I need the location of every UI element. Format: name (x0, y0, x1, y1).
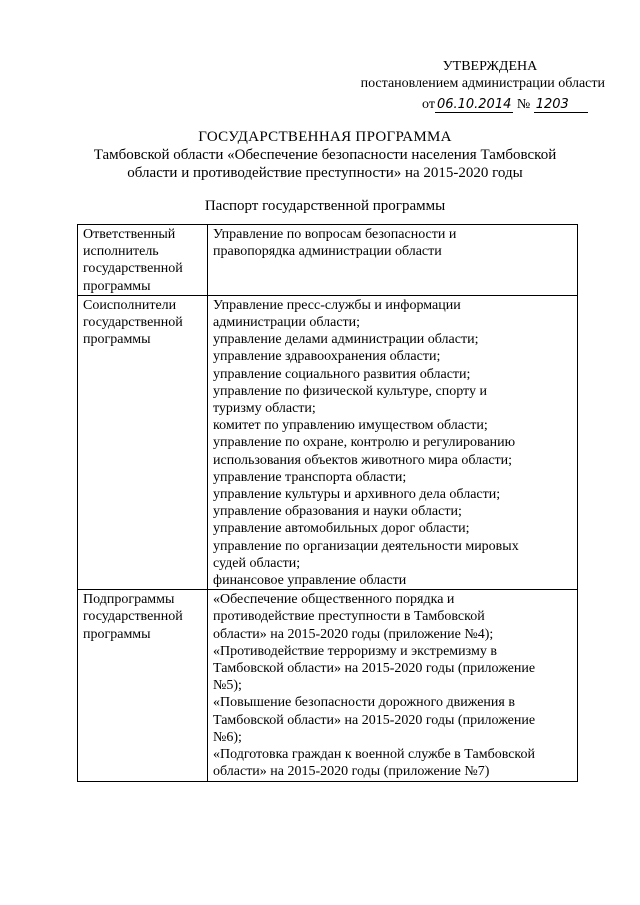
row-content-line: Управление пресс-службы и информации (213, 297, 461, 313)
row-label-cell (78, 295, 208, 589)
handwritten-number: 1203 (534, 97, 588, 113)
row-label-line: Соисполнители (83, 297, 177, 313)
row-content-line: управление по охране, контролю и регулированию (213, 435, 516, 451)
row-label-cell (78, 225, 208, 296)
row-label-line: Ответственный (83, 227, 176, 242)
row-content-line: области» на 2015-2020 годы (приложение №7) (213, 764, 490, 780)
table-row (78, 295, 578, 589)
row-content-cell (208, 590, 578, 781)
row-content-line: «Обеспечение общественного порядка и (213, 592, 455, 608)
row-content-line: управление образования и науки области; (213, 504, 462, 520)
program-subtitle-line-2: области и противодействие преступности» на 2015-2020 годы (127, 165, 523, 181)
row-label-cell (78, 590, 208, 781)
table-row (78, 225, 578, 296)
table-row (78, 590, 578, 781)
row-content-line: управление транспорта области; (213, 469, 407, 485)
row-content-line: Управление по вопросам безопасности и (213, 227, 457, 242)
row-content-line: управление делами администрации области; (213, 332, 479, 348)
row-label-line: программы (83, 332, 151, 348)
row-content-line: финансовое управление области (213, 573, 407, 589)
row-content-line: управление по организации деятельности мировых (213, 538, 519, 554)
row-content-line: администрации области; (213, 315, 361, 331)
row-content-line: №6); (213, 729, 242, 745)
row-label-line: исполнитель (83, 244, 159, 260)
approval-date-number (422, 96, 602, 113)
row-content-cell (208, 295, 578, 589)
approval-subtitle: постановлением администрации области (360, 76, 605, 91)
row-content-line: управление культуры и архивного дела области; (213, 487, 501, 503)
handwritten-date: 06.10.2014 (436, 97, 512, 112)
row-label-line: государственной (83, 609, 183, 625)
row-content-line: «Противодействие терроризму и экстремизму в (213, 643, 497, 659)
approval-block (335, 58, 605, 92)
row-content-line: комитет по управлению имуществом области; (213, 418, 488, 434)
row-content-line: противодействие преступности в Тамбовской (213, 609, 485, 625)
row-content-line: правопорядка администрации области (213, 244, 442, 260)
row-content-line: области» на 2015-2020 годы (приложение №4); (213, 626, 494, 642)
date-prefix: от (422, 97, 435, 112)
document-heading (90, 128, 560, 182)
program-subtitle-line-1: Тамбовской области «Обеспечение безопасности населения Тамбовской (93, 147, 557, 163)
row-content-cell (208, 225, 578, 296)
row-label-line: программы (83, 626, 151, 642)
number-prefix: № (516, 97, 531, 112)
row-label-line: Подпрограммы (83, 592, 175, 608)
row-content-line: использования объектов животного мира области; (213, 452, 513, 468)
row-content-line: управление по физической культуре, спорту и (213, 383, 487, 399)
passport-table (77, 224, 578, 782)
passport-title: Паспорт государственной программы (204, 198, 446, 214)
row-label-line: программы (83, 278, 151, 294)
row-content-line: судей области; (213, 555, 301, 571)
row-content-line: Тамбовской области» на 2015-2020 годы (приложение (213, 661, 536, 677)
row-label-line: государственной (83, 261, 183, 277)
program-title: ГОСУДАРСТВЕННАЯ ПРОГРАММА (198, 129, 452, 145)
row-content-line: «Повышение безопасности дорожного движения в (213, 695, 515, 711)
row-content-line: управление здравоохранения области; (213, 349, 441, 365)
row-label-line: государственной (83, 315, 183, 331)
row-content-line: туризму области; (213, 401, 316, 417)
row-content-line: управление автомобильных дорог области; (213, 521, 470, 537)
approval-title: УТВЕРЖДЕНА (442, 59, 538, 74)
row-content-line: Тамбовской области» на 2015-2020 годы (приложение (213, 712, 536, 728)
row-content-line: №5); (213, 678, 242, 694)
row-content-line: «Подготовка граждан к военной службе в Тамбовской (213, 747, 536, 763)
row-content-line: управление социального развития области; (213, 366, 471, 382)
